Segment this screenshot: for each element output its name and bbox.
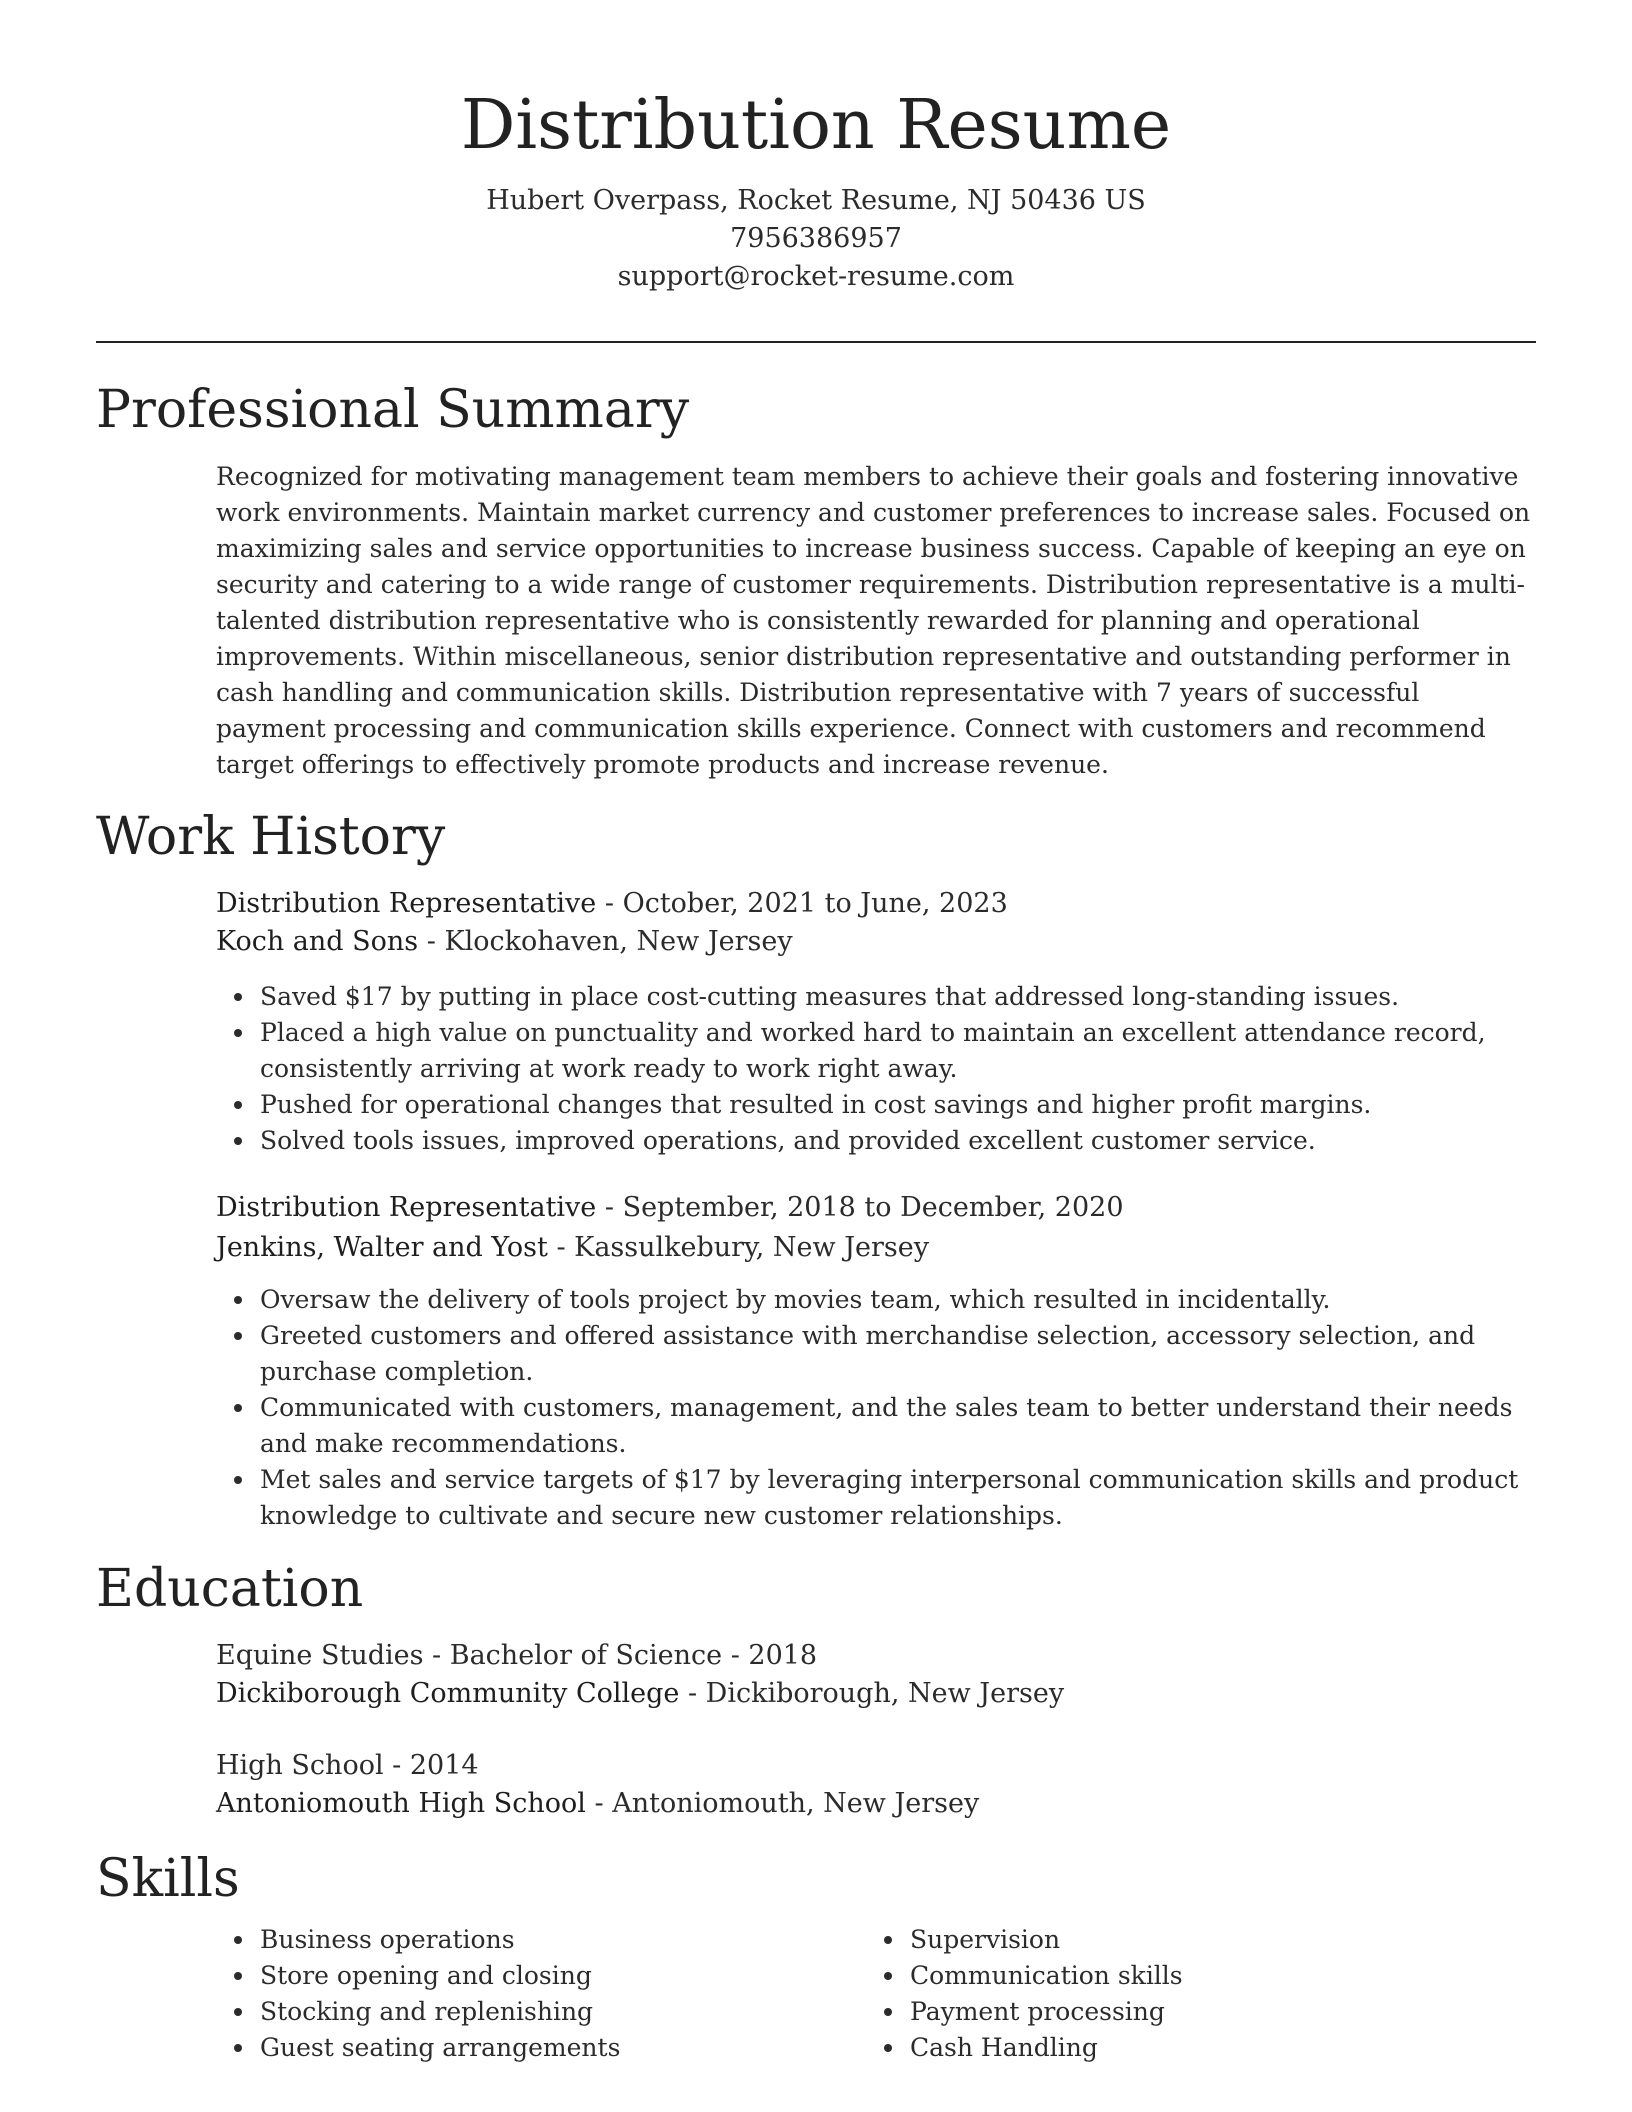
job-title: Distribution Representative [216, 888, 597, 919]
education-school: Dickiborough Community College [216, 1678, 680, 1709]
education-1-degree: Equine Studies - Bachelor of Science - 2018 [216, 1640, 818, 1671]
job-1-company-line [216, 923, 1536, 961]
list-item: Greeted customers and offered assistance with merchandise selection, accessory selection, and purchase completion. [260, 1318, 1536, 1390]
list-item: Communicated with customers, management, and the sales team to better understand their needs and make recommendations. [260, 1390, 1536, 1462]
list-item: Cash Handling [910, 2030, 1466, 2066]
job-company: Koch and Sons [216, 926, 419, 957]
list-item: Stocking and replenishing [260, 1994, 816, 2030]
job-dates: - October, 2021 to June, 2023 [596, 888, 1008, 919]
section-title-education: Education [96, 1559, 364, 1619]
contact-phone: 7956386957 [730, 223, 902, 254]
job-1-title-line [216, 885, 1536, 923]
list-item: Communication skills [910, 1958, 1466, 1994]
job-dates: - September, 2018 to December, 2020 [596, 1192, 1124, 1223]
contact-email: support@rocket-resume.com [617, 261, 1015, 292]
list-item: Store opening and closing [260, 1958, 816, 1994]
job-2-company-line [216, 1229, 1536, 1267]
header-divider [96, 341, 1536, 343]
list-item: Supervision [910, 1922, 1466, 1958]
list-item: Placed a high value on punctuality and worked hard to maintain an excellent attendance record, consistently arriving at work ready to work right away. [260, 1015, 1536, 1087]
contact-address: Hubert Overpass, Rocket Resume, NJ 50436 US [486, 185, 1146, 216]
summary-text: Recognized for motivating management team members to achieve their goals and fostering innovative work environments. Maintain market currency and customer preferences to increase sales. Focused on maximizing sales and service opportunities to increase business success. Capable of keeping an eye on security and catering to a wide range of customer requirements. Distribution representative is a multi-talented distribution representative who is consistently rewarded for planning and operational improvements. Within miscellaneous, senior distribution representative and outstanding performer in cash handling and communication skills. Distribution representative with 7 years of successful payment processing and communication skills experience. Connect with customers and recommend target offerings to effectively promote products and increase revenue. [216, 462, 1531, 779]
job-location: - Klockohaven, New Jersey [418, 926, 793, 957]
job-2-bullets [216, 1282, 1536, 1534]
list-item: Payment processing [910, 1994, 1466, 2030]
list-item: Business operations [260, 1922, 816, 1958]
education-location: - Dickiborough, New Jersey [679, 1678, 1065, 1709]
contact-info [96, 182, 1536, 296]
list-item: Pushed for operational changes that resulted in cost savings and higher profit margins. [260, 1087, 1536, 1123]
education-school: Antoniomouth High School [216, 1788, 586, 1819]
education-1-school-line [216, 1675, 1536, 1713]
job-1-bullets [216, 979, 1536, 1159]
list-item: Solved tools issues, improved operations, and provided excellent customer service. [260, 1123, 1536, 1159]
list-item: Oversaw the delivery of tools project by movies team, which resulted in incidentally. [260, 1282, 1536, 1318]
job-2-title-line [216, 1189, 1536, 1227]
section-title-work-history: Work History [96, 807, 446, 867]
skills-list-right [866, 1922, 1466, 2066]
education-2-degree: High School - 2014 [216, 1750, 479, 1781]
page-title: Distribution Resume [460, 86, 1172, 165]
section-title-skills: Skills [96, 1849, 240, 1909]
list-item: Met sales and service targets of $17 by leveraging interpersonal communication skills and product knowledge to cultivate and secure new customer relationships. [260, 1462, 1536, 1534]
education-location: - Antoniomouth, New Jersey [585, 1788, 980, 1819]
job-location: - Kassulkebury, New Jersey [547, 1232, 929, 1263]
section-title-summary: Professional Summary [96, 380, 690, 440]
list-item: Guest seating arrangements [260, 2030, 816, 2066]
job-company: Jenkins, Walter and Yost [216, 1232, 548, 1263]
job-title: Distribution Representative [216, 1192, 597, 1223]
education-2-school-line [216, 1785, 1536, 1823]
resume-header [96, 80, 1536, 296]
skills-list-left [216, 1922, 816, 2066]
list-item: Saved $17 by putting in place cost-cutting measures that addressed long-standing issues. [260, 979, 1536, 1015]
